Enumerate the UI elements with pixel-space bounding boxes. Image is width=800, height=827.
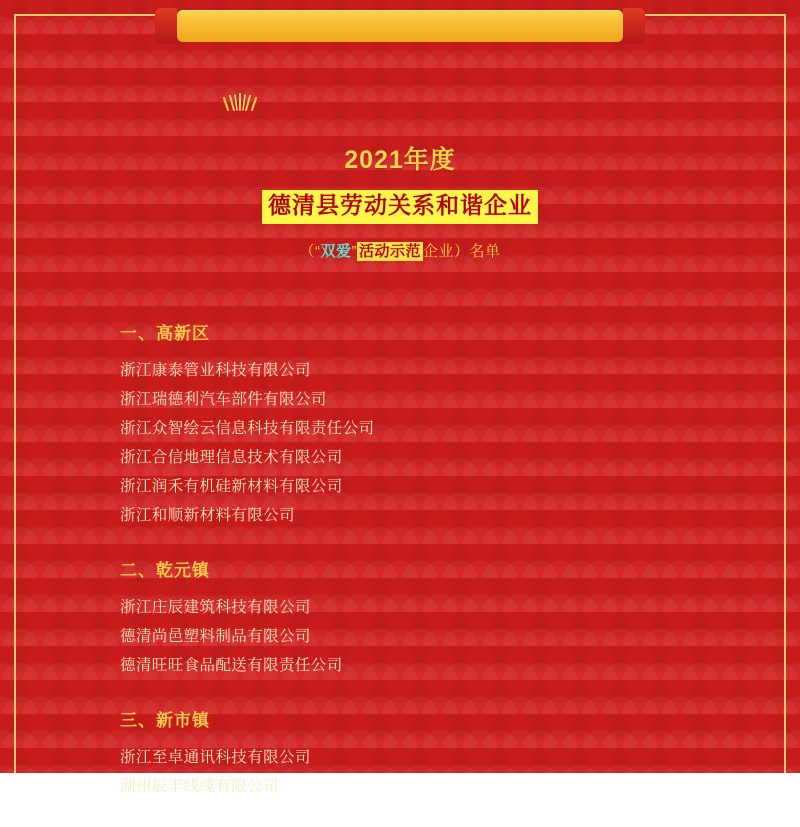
- list-item: 浙江和顺新材料有限公司: [120, 506, 295, 524]
- list-item: 湖州辰丰线缆有限公司: [120, 777, 280, 795]
- section-title: 三、新市镇: [120, 710, 210, 730]
- list-item: 浙江庄辰建筑科技有限公司: [120, 598, 311, 616]
- list-item: 浙江康泰管业科技有限公司: [120, 361, 311, 379]
- section-group: [120, 319, 680, 530]
- section-title: 一、高新区: [120, 323, 210, 343]
- list-item: 浙江至卓通讯科技有限公司: [120, 748, 311, 766]
- page-title-year: 2021年度: [344, 146, 456, 174]
- subtitle-prefix: （“: [299, 242, 321, 260]
- list-item: 德清旺旺食品配送有限责任公司: [120, 656, 343, 674]
- section-group: [120, 706, 680, 801]
- section-group: [120, 556, 680, 680]
- page-title-wrap: [0, 190, 800, 224]
- list-item: 浙江众智绘云信息科技有限责任公司: [120, 419, 375, 437]
- page-subtitle: [0, 240, 800, 261]
- list-item: 浙江合信地理信息技术有限公司: [120, 448, 343, 466]
- list-item: 浙江润禾有机硅新材料有限公司: [120, 477, 343, 495]
- subtitle-highlight-box: 活动示范: [358, 242, 421, 260]
- subtitle-suffix: 企业）名单: [423, 242, 501, 260]
- list-item: 德清尚邑塑料制品有限公司: [120, 627, 311, 645]
- page-title: 德清县劳动关系和谐企业: [262, 190, 538, 224]
- company-list-area: [120, 319, 680, 801]
- section-title: 二、乾元镇: [120, 560, 210, 580]
- list-item: 浙江瑞德利汽车部件有限公司: [120, 390, 327, 408]
- subtitle-middle: ”: [351, 242, 357, 260]
- subtitle-highlight-teal: 双爱: [320, 242, 352, 260]
